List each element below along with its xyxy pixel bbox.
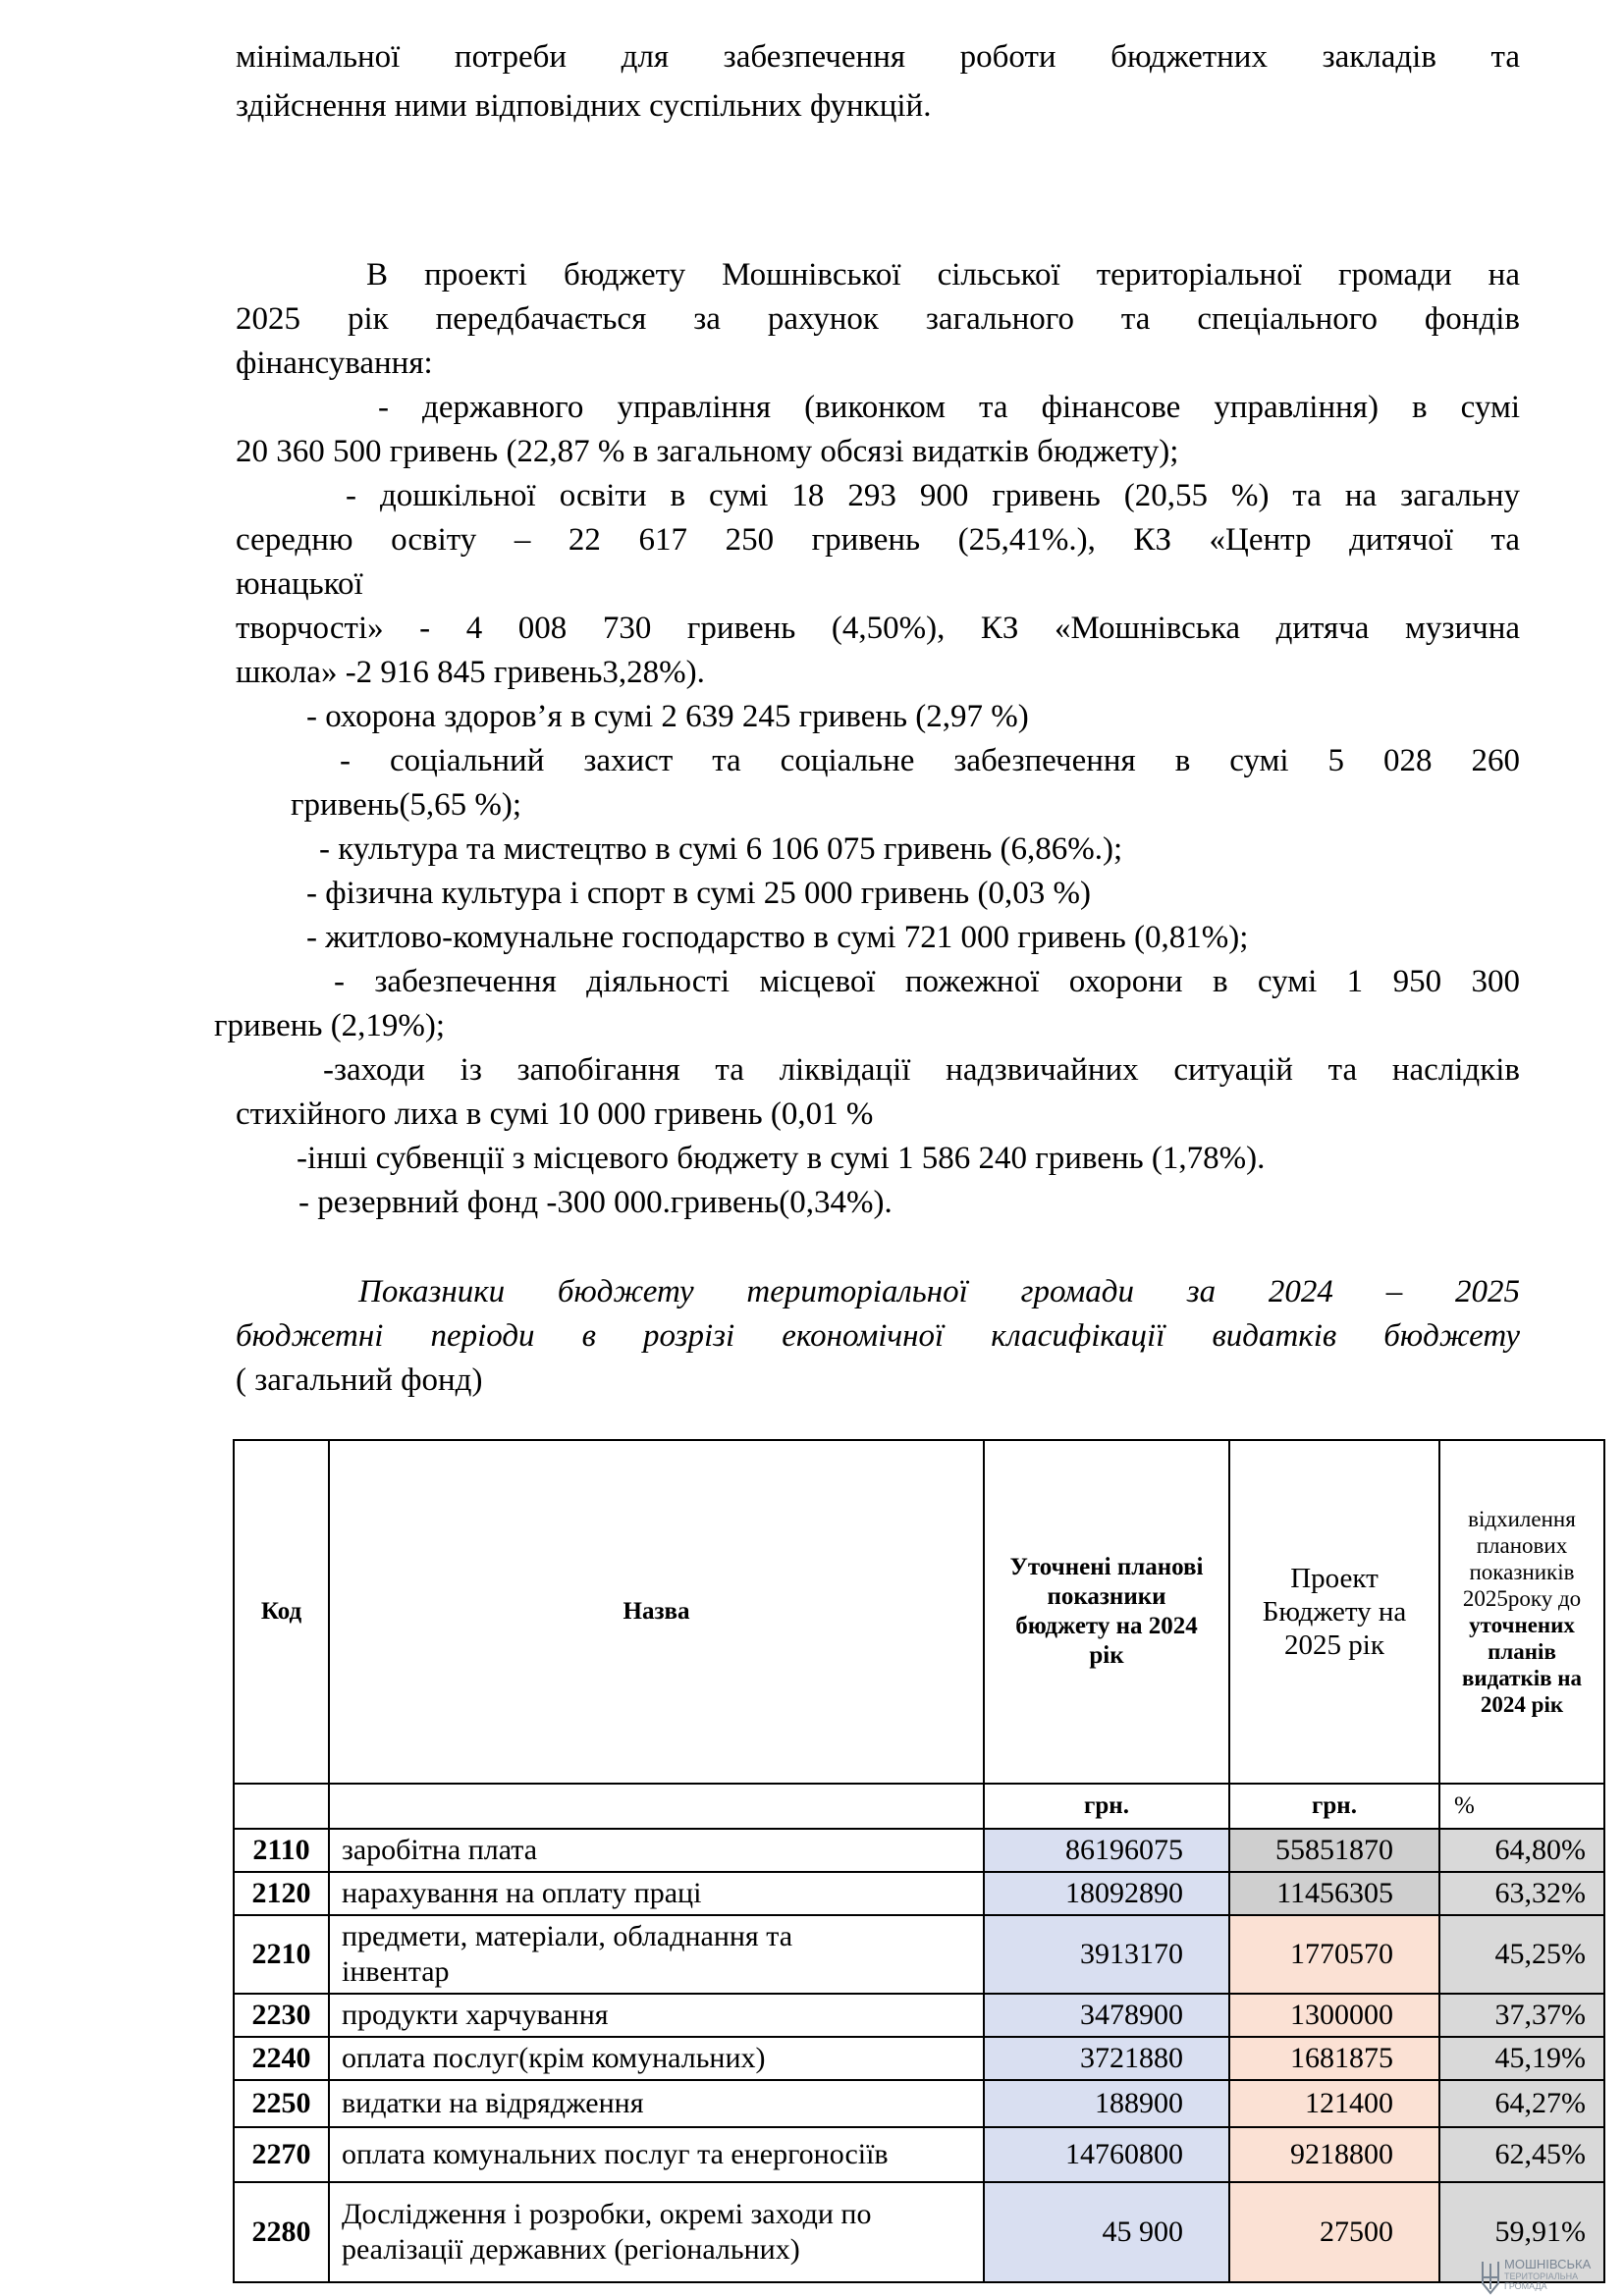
item-line: школа» -2 916 845 гривень3,28%). xyxy=(236,655,705,690)
row-code: 2250 xyxy=(234,2080,329,2127)
unit-deviation: % xyxy=(1439,1784,1604,1829)
header-project: Проект Бюджету на 2025 рік xyxy=(1229,1440,1439,1784)
table-units-row xyxy=(234,1784,1604,1829)
row-project: 1300000 xyxy=(1229,1994,1439,2037)
intro-line-1: мінімальної потреби для забезпечення роботи бюджетних закладів та xyxy=(236,39,1520,75)
item-line: - культура та мистецтво в сумі 6 106 075 гривень (6,86%.); xyxy=(319,831,1123,867)
row-name: продукти харчування xyxy=(329,1994,984,2037)
watermark-line-1: МОШНІВСЬКА xyxy=(1504,2257,1592,2271)
table-header-row xyxy=(234,1440,1604,1784)
community-watermark xyxy=(1481,2258,1624,2296)
item-line: гривень (2,19%); xyxy=(214,1008,446,1043)
item-line: - соціальний захист та соціальне забезпечення в сумі 5 028 260 xyxy=(340,743,1520,778)
row-deviation: 45,25% xyxy=(1439,1915,1604,1994)
paragraph-line-2: 2025 рік передбачається за рахунок загального та спеціального фондів xyxy=(236,301,1520,337)
row-deviation: 64,80% xyxy=(1439,1829,1604,1872)
row-deviation: 62,45% xyxy=(1439,2127,1604,2182)
header-deviation xyxy=(1439,1440,1604,1784)
row-planned: 86196075 xyxy=(984,1829,1229,1872)
row-project: 1681875 xyxy=(1229,2037,1439,2080)
row-name: нарахування на оплату праці xyxy=(329,1872,984,1915)
table-row xyxy=(234,2037,1604,2080)
row-project: 1770570 xyxy=(1229,1915,1439,1994)
header-planned: Уточнені планові показники бюджету на 2024 рік xyxy=(984,1440,1229,1784)
row-planned: 3913170 xyxy=(984,1915,1229,1994)
row-code: 2230 xyxy=(234,1994,329,2037)
budget-table xyxy=(233,1439,1605,2283)
row-code: 2280 xyxy=(234,2182,329,2282)
row-name: видатки на відрядження xyxy=(329,2080,984,2127)
row-project: 55851870 xyxy=(1229,1829,1439,1872)
item-line: творчості» - 4 008 730 гривень (4,50%), КЗ «Мошнівська дитяча музична xyxy=(236,611,1520,646)
unit-empty xyxy=(329,1784,984,1829)
row-deviation: 64,27% xyxy=(1439,2080,1604,2127)
row-planned: 18092890 xyxy=(984,1872,1229,1915)
row-name: Дослідження і розробки, окремі заходи по реалізації державних (регіональних) xyxy=(329,2182,984,2282)
row-project: 11456305 xyxy=(1229,1872,1439,1915)
item-line: - дошкільної освіти в сумі 18 293 900 гривень (20,55 %) та на загальну xyxy=(346,478,1520,513)
header-deviation-bold: уточнених планів видатків на 2024 рік xyxy=(1461,1613,1583,1717)
row-name: заробітна плата xyxy=(329,1829,984,1872)
row-project: 9218800 xyxy=(1229,2127,1439,2182)
row-project: 121400 xyxy=(1229,2080,1439,2127)
row-code: 2240 xyxy=(234,2037,329,2080)
row-planned: 45 900 xyxy=(984,2182,1229,2282)
item-line: гривень(5,65 %); xyxy=(291,787,522,823)
row-deviation: 63,32% xyxy=(1439,1872,1604,1915)
paragraph-line-3: фінансування: xyxy=(236,346,433,381)
table-title-line-2: бюджетні періоди в розрізі економічної класифікації видатків бюджету xyxy=(236,1318,1520,1354)
table-row xyxy=(234,1829,1604,1872)
row-project: 27500 xyxy=(1229,2182,1439,2282)
item-line: - фізична культура і спорт в сумі 25 000 гривень (0,03 %) xyxy=(306,876,1091,911)
table-title-line-1: Показники бюджету територіальної громади за 2024 – 2025 xyxy=(358,1274,1520,1309)
table-row xyxy=(234,2080,1604,2127)
row-name: оплата комунальних послуг та енергоносіїв xyxy=(329,2127,984,2182)
row-code: 2270 xyxy=(234,2127,329,2182)
row-planned: 3721880 xyxy=(984,2037,1229,2080)
table-row xyxy=(234,2127,1604,2182)
trident-emblem-icon xyxy=(1481,2260,1500,2295)
item-line: -інші субвенції з місцевого бюджету в сумі 1 586 240 гривень (1,78%). xyxy=(297,1141,1266,1176)
watermark-line-3: ГРОМАДА xyxy=(1504,2281,1547,2291)
item-line: - резервний фонд -300 000.гривень(0,34%). xyxy=(298,1185,893,1220)
unit-planned: грн. xyxy=(984,1784,1229,1829)
table-row xyxy=(234,1915,1604,1994)
row-planned: 3478900 xyxy=(984,1994,1229,2037)
intro-line-2: здійснення ними відповідних суспільних функцій. xyxy=(236,88,932,124)
item-line: -заходи із запобігання та ліквідації надзвичайних ситуацій та наслідків xyxy=(323,1052,1520,1088)
watermark-line-2: ТЕРИТОРІАЛЬНА xyxy=(1504,2271,1579,2281)
item-line: 20 360 500 гривень (22,87 % в загальному обсязі видатків бюджету); xyxy=(236,434,1179,469)
row-planned: 188900 xyxy=(984,2080,1229,2127)
row-deviation: 59,91% xyxy=(1439,2182,1604,2282)
header-code: Код xyxy=(234,1440,329,1784)
header-deviation-plain: відхилення планових показників 2025року до xyxy=(1462,1507,1582,1611)
row-deviation: 45,19% xyxy=(1439,2037,1604,2080)
item-line: середню освіту – 22 617 250 гривень (25,41%.), КЗ «Центр дитячої та xyxy=(236,522,1520,558)
item-line: - охорона здоров’я в сумі 2 639 245 гривень (2,97 %) xyxy=(306,699,1029,734)
item-line: - забезпечення діяльності місцевої пожежної охорони в сумі 1 950 300 xyxy=(334,964,1520,999)
item-line: - державного управління (виконком та фінансове управління) в сумі xyxy=(378,390,1520,425)
row-code: 2120 xyxy=(234,1872,329,1915)
table-row xyxy=(234,1872,1604,1915)
row-deviation: 37,37% xyxy=(1439,1994,1604,2037)
unit-empty xyxy=(234,1784,329,1829)
header-name: Назва xyxy=(329,1440,984,1784)
table-title-line-3: ( загальний фонд) xyxy=(236,1362,483,1398)
item-line: стихійного лиха в сумі 10 000 гривень (0,01 % xyxy=(236,1096,874,1132)
row-code: 2210 xyxy=(234,1915,329,1994)
unit-project: грн. xyxy=(1229,1784,1439,1829)
item-line: юнацької xyxy=(236,566,363,602)
paragraph-line-1: В проекті бюджету Мошнівської сільської територіальної громади на xyxy=(366,257,1520,293)
row-planned: 14760800 xyxy=(984,2127,1229,2182)
item-line: - житлово-комунальне господарство в сумі 721 000 гривень (0,81%); xyxy=(306,920,1249,955)
row-name: предмети, матеріали, обладнання та інвентар xyxy=(329,1915,984,1994)
row-code: 2110 xyxy=(234,1829,329,1872)
row-name: оплата послуг(крім комунальних) xyxy=(329,2037,984,2080)
table-row xyxy=(234,2182,1604,2282)
table-row xyxy=(234,1994,1604,2037)
